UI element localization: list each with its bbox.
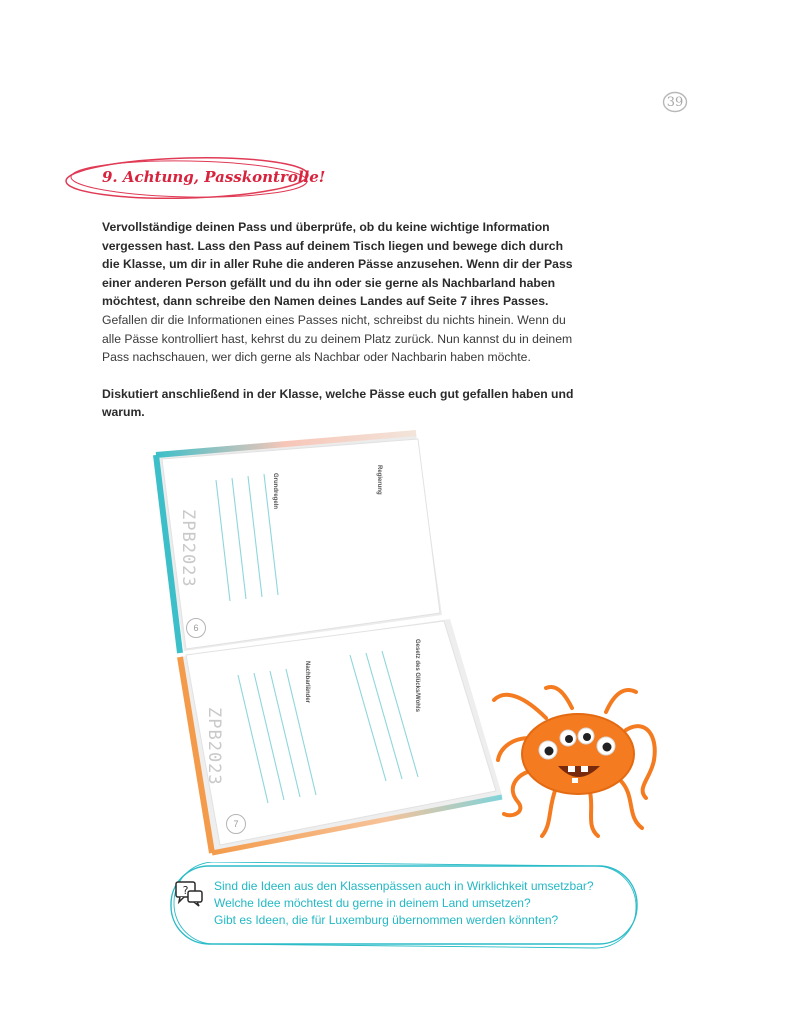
discussion-questions-box xyxy=(168,862,642,950)
passport-code-top: ZPB2023 xyxy=(178,509,198,588)
question-item: Sind die Ideen aus den Klassenpässen auch in Wirklichkeit umsetzbar? xyxy=(214,879,594,893)
passport-label-grundregeln: Grundregeln xyxy=(272,473,278,510)
passport-code-bottom: ZPB2023 xyxy=(204,707,224,786)
section-heading xyxy=(62,152,326,204)
monster-drawing xyxy=(486,678,666,843)
passport-illustration xyxy=(150,425,510,865)
instructions-text xyxy=(102,218,582,422)
page-number-text: 39 xyxy=(666,94,684,110)
question-item: Welche Idee möchtest du gerne in deinem Land umsetzen? xyxy=(214,896,531,911)
section-title: 9. Achtung, Passkontrolle! xyxy=(102,168,326,186)
discussion-text: Diskutiert anschließend in der Klasse, welche Pässe euch gut gefallen haben und warum. xyxy=(102,386,574,420)
orange-monster-illustration xyxy=(486,678,666,843)
discussion-question-icon xyxy=(174,880,204,908)
passport-label-gesetz: Gesetz des Glücks/Wohls xyxy=(414,639,420,712)
questions-list xyxy=(214,878,644,930)
passport-label-nachbarlaender: Nachbarländer xyxy=(304,661,310,704)
passport-label-regierung: Regierung xyxy=(376,465,382,495)
passport-page-number-bottom: 7 xyxy=(226,814,246,834)
page-number xyxy=(662,91,688,113)
question-item: Gibt es Ideen, die für Luxemburg übernommen werden könnten? xyxy=(214,913,559,928)
passport-page-number-top: 6 xyxy=(186,618,206,638)
instructions-normal: Gefallen dir die Informationen eines Passes nicht, schreibst du nichts hinein. Wenn du alle Pässe kontrolliert hast, kehrst du zu deinem Platz zurück. Nun kannst du in deinem Pass nachschauen, wer dich gerne als Nachbar oder Nachbarin haben möchte. xyxy=(102,312,573,365)
passport-drawing xyxy=(150,425,510,865)
instructions-bold: Vervollständige deinen Pass und überprüfe, ob du keine wichtige Information vergessen hast. Lass den Pass auf deinem Tisch liegen und bewege dich durch die Klasse, um dir in aller Ruhe die anderen Pässe anzusehen. Wenn dir der Pass einer anderen Person gefällt und du ihn oder sie gerne als Nachbarland haben möchtest, dann schreibe den Namen deines Landes auf Seite 7 ihres Passes. xyxy=(102,220,573,309)
svg-text:?: ? xyxy=(182,884,189,897)
